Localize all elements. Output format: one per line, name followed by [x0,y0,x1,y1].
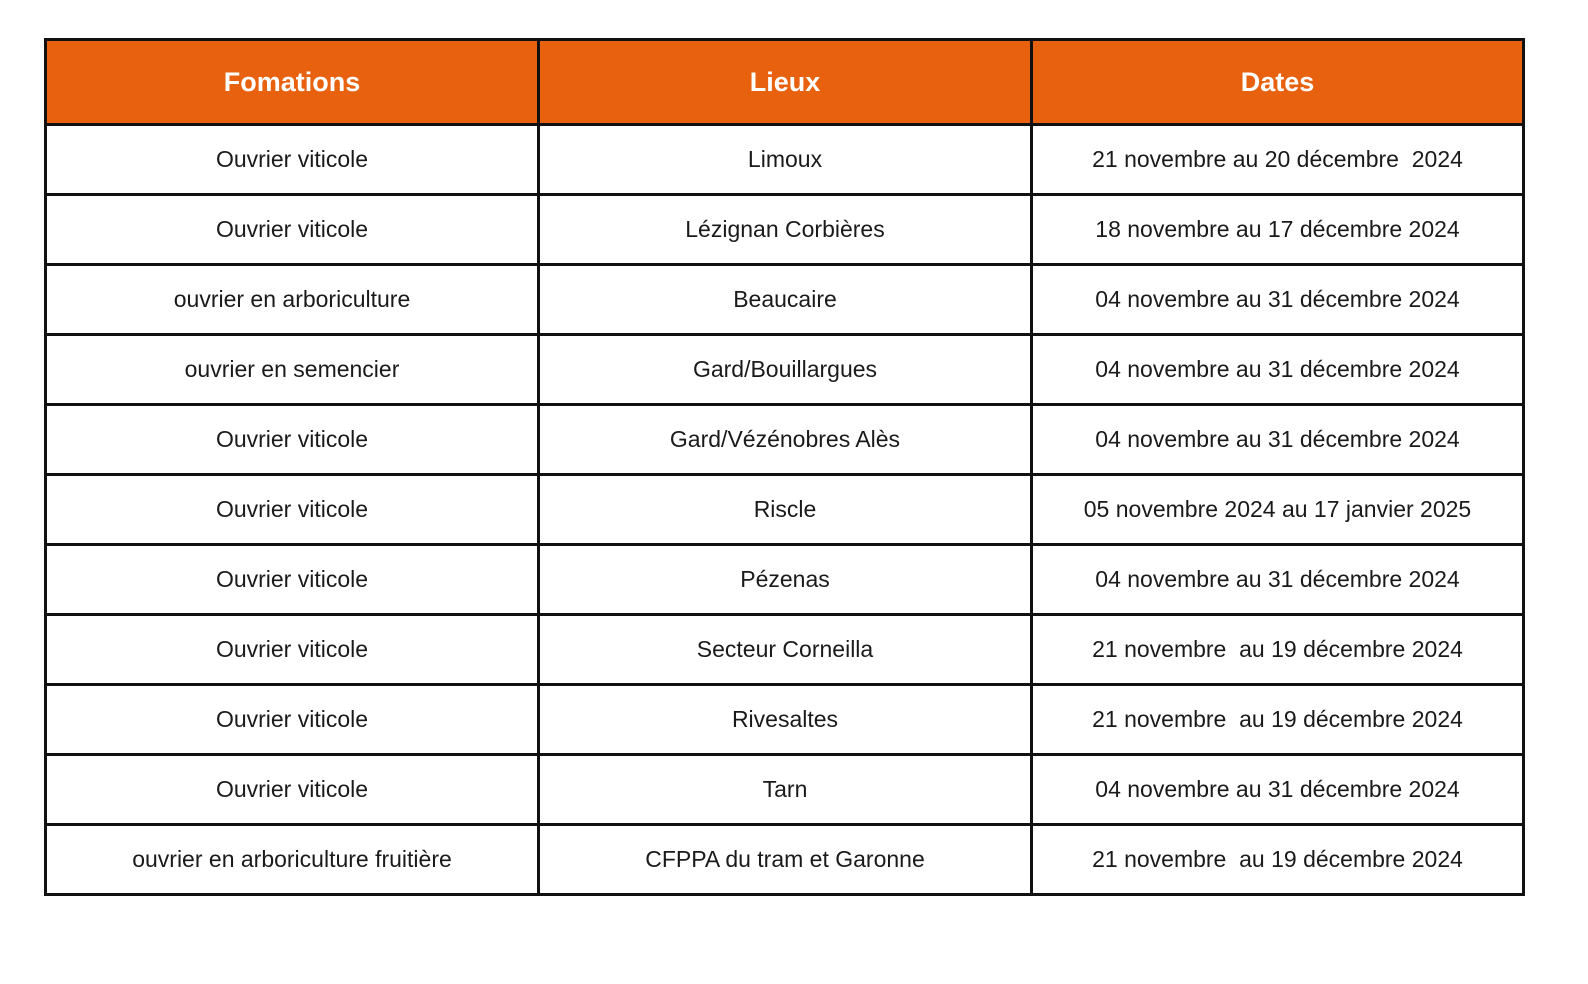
cell-dates: 21 novembre au 19 décembre 2024 [1032,615,1524,685]
cell-dates: 04 novembre au 31 décembre 2024 [1032,755,1524,825]
cell-dates: 21 novembre au 19 décembre 2024 [1032,825,1524,895]
cell-formation: Ouvrier viticole [46,195,539,265]
cell-formation: ouvrier en arboriculture fruitière [46,825,539,895]
cell-dates: 21 novembre au 20 décembre 2024 [1032,125,1524,195]
cell-lieu: Secteur Corneilla [539,615,1032,685]
cell-formation: Ouvrier viticole [46,405,539,475]
table-row [46,615,1524,685]
cell-formation: Ouvrier viticole [46,685,539,755]
cell-formation: ouvrier en arboriculture [46,265,539,335]
column-header-formations: Fomations [46,40,539,125]
cell-lieu: Limoux [539,125,1032,195]
cell-lieu: Gard/Vézénobres Alès [539,405,1032,475]
table-row [46,755,1524,825]
cell-lieu: CFPPA du tram et Garonne [539,825,1032,895]
cell-lieu: Beaucaire [539,265,1032,335]
cell-lieu: Tarn [539,755,1032,825]
cell-lieu: Riscle [539,475,1032,545]
cell-dates: 18 novembre au 17 décembre 2024 [1032,195,1524,265]
column-header-lieux: Lieux [539,40,1032,125]
table-row [46,545,1524,615]
cell-dates: 04 novembre au 31 décembre 2024 [1032,405,1524,475]
table-row [46,685,1524,755]
cell-formation: Ouvrier viticole [46,755,539,825]
cell-formation: Ouvrier viticole [46,545,539,615]
cell-dates: 05 novembre 2024 au 17 janvier 2025 [1032,475,1524,545]
training-schedule-table [44,38,1525,896]
cell-formation: ouvrier en semencier [46,335,539,405]
table-row [46,475,1524,545]
cell-lieu: Rivesaltes [539,685,1032,755]
cell-dates: 04 novembre au 31 décembre 2024 [1032,545,1524,615]
table-header-row [46,40,1524,125]
cell-lieu: Gard/Bouillargues [539,335,1032,405]
cell-formation: Ouvrier viticole [46,615,539,685]
table-row [46,125,1524,195]
column-header-dates: Dates [1032,40,1524,125]
table-row [46,335,1524,405]
table-row [46,265,1524,335]
cell-dates: 04 novembre au 31 décembre 2024 [1032,265,1524,335]
cell-dates: 04 novembre au 31 décembre 2024 [1032,335,1524,405]
table-row [46,405,1524,475]
cell-lieu: Lézignan Corbières [539,195,1032,265]
table-row [46,195,1524,265]
cell-formation: Ouvrier viticole [46,125,539,195]
cell-dates: 21 novembre au 19 décembre 2024 [1032,685,1524,755]
table-row [46,825,1524,895]
cell-formation: Ouvrier viticole [46,475,539,545]
training-schedule-table-container [44,38,1522,896]
cell-lieu: Pézenas [539,545,1032,615]
